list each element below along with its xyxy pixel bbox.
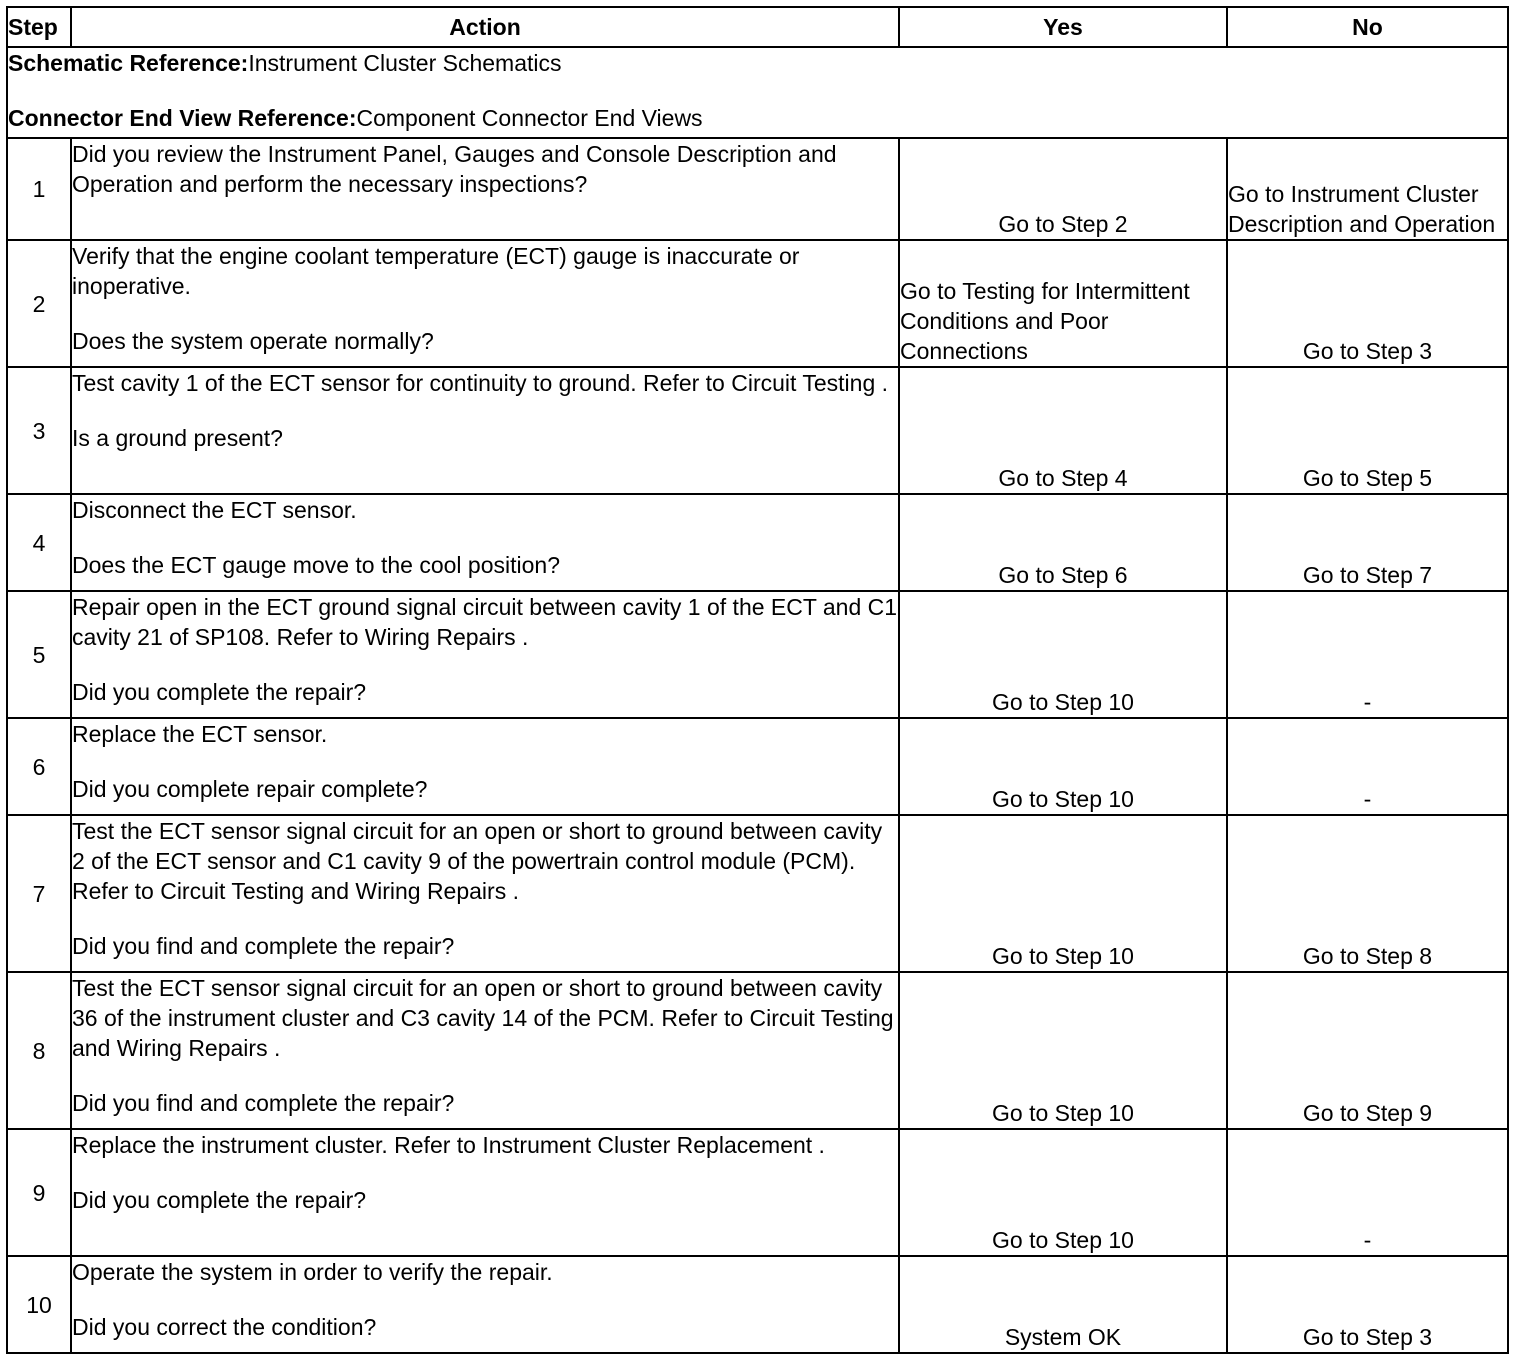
no-value: -: [1363, 786, 1372, 812]
yes-cell: [899, 138, 1227, 240]
yes-value: System OK: [1004, 1324, 1122, 1350]
no-link[interactable]: Go to Step 3: [1302, 1324, 1433, 1350]
action-question: Did you complete the repair?: [72, 679, 367, 705]
step-header: Step: [7, 7, 71, 47]
action-text: Operate the system in order to verify the repair.: [72, 1259, 553, 1285]
step-number: 2: [7, 240, 71, 367]
action-cell: [71, 591, 899, 718]
step-number: 8: [7, 972, 71, 1129]
step-number: 5: [7, 591, 71, 718]
no-cell: [1227, 718, 1508, 815]
yes-link[interactable]: Go to Testing for Intermittent Conditions and Poor Connections: [900, 278, 1190, 364]
step-number: 3: [7, 367, 71, 494]
action-text: Test cavity 1 of the ECT sensor for continuity to ground. Refer to Circuit Testing .: [72, 370, 889, 396]
no-cell: [1227, 1129, 1508, 1256]
diagnostic-table: [6, 6, 1509, 1354]
schematic-reference: [8, 48, 1507, 78]
table-row: [7, 815, 1508, 972]
action-cell: [71, 815, 899, 972]
step-number: 4: [7, 494, 71, 591]
action-cell: [71, 1129, 899, 1256]
yes-link[interactable]: Go to Step 10: [992, 689, 1134, 715]
action-text: Test the ECT sensor signal circuit for an open or short to ground between cavity 36 of the instrument cluster and C3 cavity 14 of the PCM. Refer to Circuit Testing and Wiring Repairs .: [72, 975, 894, 1061]
action-question: Did you complete repair complete?: [72, 776, 428, 802]
yes-header: Yes: [899, 7, 1227, 47]
no-header: No: [1227, 7, 1508, 47]
yes-cell: [899, 494, 1227, 591]
action-cell: [71, 240, 899, 367]
action-text: Replace the ECT sensor.: [72, 721, 328, 747]
header-row: [7, 7, 1508, 47]
action-question: Does the system operate normally?: [72, 328, 434, 354]
no-cell: [1227, 494, 1508, 591]
yes-cell: [899, 972, 1227, 1129]
table-row: [7, 494, 1508, 591]
action-cell: [71, 718, 899, 815]
yes-cell: [899, 1129, 1227, 1256]
no-cell: [1227, 240, 1508, 367]
table-row: [7, 367, 1508, 494]
yes-link[interactable]: Go to Step 6: [998, 562, 1128, 588]
connector-reference: [8, 103, 1507, 133]
no-link[interactable]: Go to Step 7: [1302, 562, 1433, 588]
no-value: -: [1363, 689, 1372, 715]
yes-link[interactable]: Go to Step 10: [992, 786, 1134, 812]
yes-link[interactable]: Go to Step 4: [998, 465, 1128, 491]
action-question: Did you find and complete the repair?: [72, 1090, 455, 1116]
no-link[interactable]: Go to Step 8: [1302, 943, 1433, 969]
connector-reference-label: Connector End View Reference:: [8, 105, 357, 131]
table-row: [7, 240, 1508, 367]
step-number: 7: [7, 815, 71, 972]
action-text: Repair open in the ECT ground signal circuit between cavity 1 of the ECT and C1 cavity 21 of SP108. Refer to Wiring Repairs .: [72, 594, 898, 650]
yes-cell: [899, 718, 1227, 815]
no-link[interactable]: Go to Step 9: [1302, 1100, 1433, 1126]
action-text: Verify that the engine coolant temperature (ECT) gauge is inaccurate or inoperative.: [72, 243, 800, 299]
action-text: Replace the instrument cluster. Refer to Instrument Cluster Replacement .: [72, 1132, 825, 1158]
yes-link[interactable]: Go to Step 10: [992, 1100, 1134, 1126]
action-question: Does the ECT gauge move to the cool position?: [72, 552, 560, 578]
no-value: -: [1363, 1227, 1372, 1253]
action-header: Action: [71, 7, 899, 47]
yes-cell: [899, 1256, 1227, 1353]
table-row: [7, 138, 1508, 240]
no-cell: [1227, 138, 1508, 240]
no-cell: [1227, 815, 1508, 972]
no-link[interactable]: Go to Step 5: [1302, 465, 1433, 491]
no-link[interactable]: Go to Step 3: [1302, 338, 1433, 364]
action-question: Did you find and complete the repair?: [72, 933, 455, 959]
action-text: Disconnect the ECT sensor.: [72, 497, 357, 523]
no-cell: [1227, 591, 1508, 718]
yes-link[interactable]: Go to Step 10: [992, 1227, 1134, 1253]
yes-link[interactable]: Go to Step 2: [998, 211, 1128, 237]
action-text: Did you review the Instrument Panel, Gauges and Console Description and Operation and perform the necessary inspections?: [72, 141, 837, 197]
no-link[interactable]: Go to Instrument Cluster Description and Operation: [1228, 181, 1496, 237]
yes-cell: [899, 815, 1227, 972]
action-question: Is a ground present?: [72, 425, 283, 451]
action-cell: [71, 972, 899, 1129]
action-question: Did you complete the repair?: [72, 1187, 367, 1213]
step-number: 6: [7, 718, 71, 815]
yes-link[interactable]: Go to Step 10: [992, 943, 1134, 969]
schematic-reference-label: Schematic Reference:: [8, 50, 249, 76]
reference-cell: [7, 47, 1508, 138]
table-row: [7, 718, 1508, 815]
yes-cell: [899, 367, 1227, 494]
yes-cell: [899, 591, 1227, 718]
no-cell: [1227, 972, 1508, 1129]
action-cell: [71, 1256, 899, 1353]
action-cell: [71, 138, 899, 240]
step-number: 9: [7, 1129, 71, 1256]
no-cell: [1227, 367, 1508, 494]
reference-row: [7, 47, 1508, 138]
table-row: [7, 972, 1508, 1129]
action-question: Did you correct the condition?: [72, 1314, 377, 1340]
table-row: [7, 1256, 1508, 1353]
table-row: [7, 591, 1508, 718]
step-number: 10: [7, 1256, 71, 1353]
action-cell: [71, 494, 899, 591]
connector-reference-link[interactable]: Component Connector End Views: [356, 105, 703, 131]
no-cell: [1227, 1256, 1508, 1353]
yes-cell: [899, 240, 1227, 367]
action-cell: [71, 367, 899, 494]
schematic-reference-link[interactable]: Instrument Cluster Schematics: [248, 50, 562, 76]
step-number: 1: [7, 138, 71, 240]
table-row: [7, 1129, 1508, 1256]
action-text: Test the ECT sensor signal circuit for an open or short to ground between cavity 2 of the ECT sensor and C1 cavity 9 of the powertrain control module (PCM). Refer to Circuit Testing and Wiring Repairs .: [72, 818, 883, 904]
